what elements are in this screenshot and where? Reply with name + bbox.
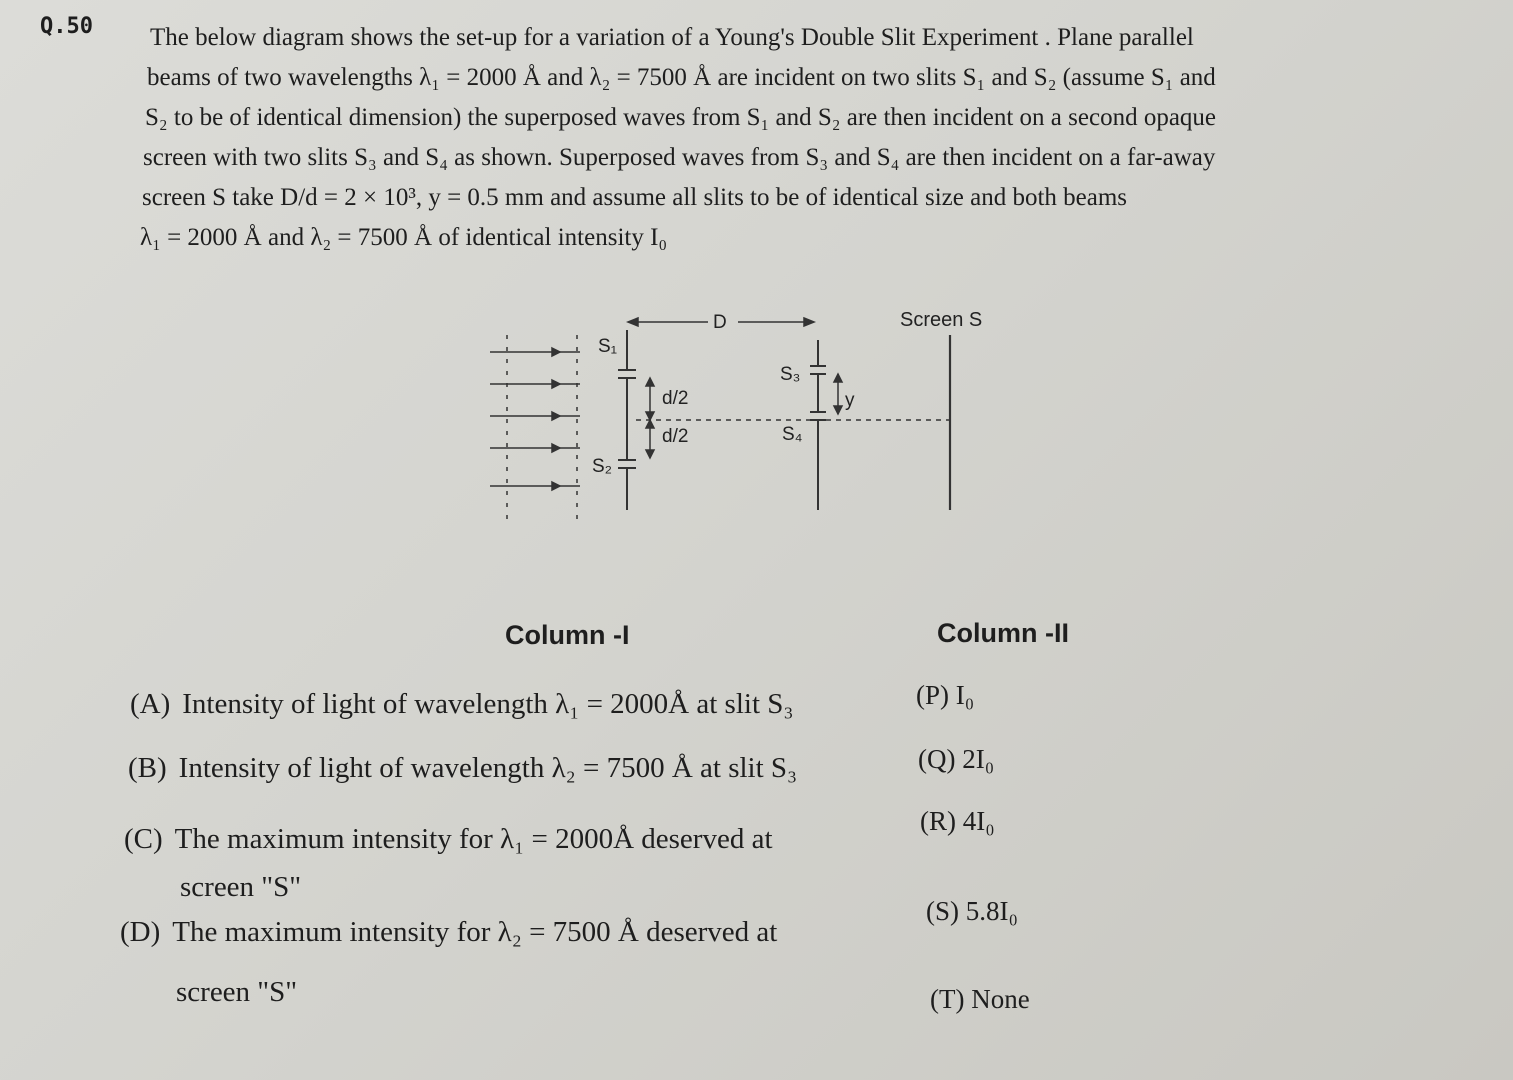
match-option-c [124,815,884,911]
answer-label: (R) [920,806,956,836]
stem-line: screen S take D/d = 2 × 10³, y = 0.5 mm and assume all slits to be of identical size and both beams [142,184,1128,211]
label-s1: S₁ [598,336,618,357]
answer-text: 2I₀ [962,744,995,774]
question-number: Q.50 [40,14,93,39]
option-label: (A) [130,688,171,720]
match-option-a [130,688,794,721]
answer-text: 5.8I₀ [965,896,1018,926]
answer-text: I₀ [955,680,975,710]
stem-line: beams of two wavelengths λ₁ = 2000 Å and λ₂ = 7500 Å are incident on two slits S₁ and S₂ (assume S₁ and [147,64,1216,91]
option-text: Intensity of light of wavelength λ₂ = 7500 Å at slit S₃ [178,752,798,784]
stem-line: screen with two slits S₃ and S₄ as shown. Superposed waves from S₃ and S₄ are then incident on a far-away [143,144,1216,171]
match-option-d [120,902,880,1022]
answer-option-s [926,896,1018,927]
incident-beam-arrows [490,348,580,490]
option-label: (B) [128,752,167,784]
answer-label: (T) [930,984,965,1014]
column-ii-heading: Column -II [937,618,1069,648]
answer-label: (S) [926,896,959,926]
question-stem [140,18,1445,258]
label-half-d-bottom: d/2 [662,426,689,447]
answer-text: 4I₀ [962,806,995,836]
option-text: Intensity of light of wavelength λ₁ = 2000Å at slit S₃ [182,688,794,720]
label-s2: S₂ [592,456,613,477]
label-s3: S₃ [780,364,801,385]
ydse-diagram [480,300,1000,530]
option-text: The maximum intensity for λ₂ = 7500 Å deserved at [172,916,778,948]
stem-line: S₂ to be of identical dimension) the superposed waves from S₁ and S₂ are then incident on a second opaque [145,104,1217,131]
option-text-continuation: screen "S" [176,976,298,1008]
y-arrow [834,374,842,414]
option-label: (C) [124,823,163,855]
half-d-arrows [646,378,654,458]
answer-option-t [930,984,1030,1015]
answer-text: None [971,984,1030,1014]
option-text-continuation: screen "S" [180,871,302,903]
answer-label: (P) [916,680,949,710]
first-screen [618,330,636,510]
option-label: (D) [120,916,161,948]
label-y: y [845,390,855,411]
label-d: D [713,312,727,333]
stem-line: λ₁ = 2000 Å and λ₂ = 7500 Å of identical intensity I₀ [140,224,668,251]
answer-label: (Q) [918,744,956,774]
column-i-heading: Column -I [505,620,630,650]
label-s4: S₄ [782,424,803,445]
answer-option-r [920,806,995,837]
answer-option-q [918,744,994,775]
option-text: The maximum intensity for λ₁ = 2000Å deserved at [174,823,773,855]
ydse-diagram-svg [480,300,1000,530]
label-screen-s: Screen S [900,309,983,331]
answer-option-p [916,680,974,711]
stem-line: The below diagram shows the set-up for a variation of a Young's Double Slit Experiment . Plane parallel [150,24,1194,51]
label-half-d-top: d/2 [662,388,689,409]
second-screen [810,340,826,510]
match-option-b [128,752,797,785]
